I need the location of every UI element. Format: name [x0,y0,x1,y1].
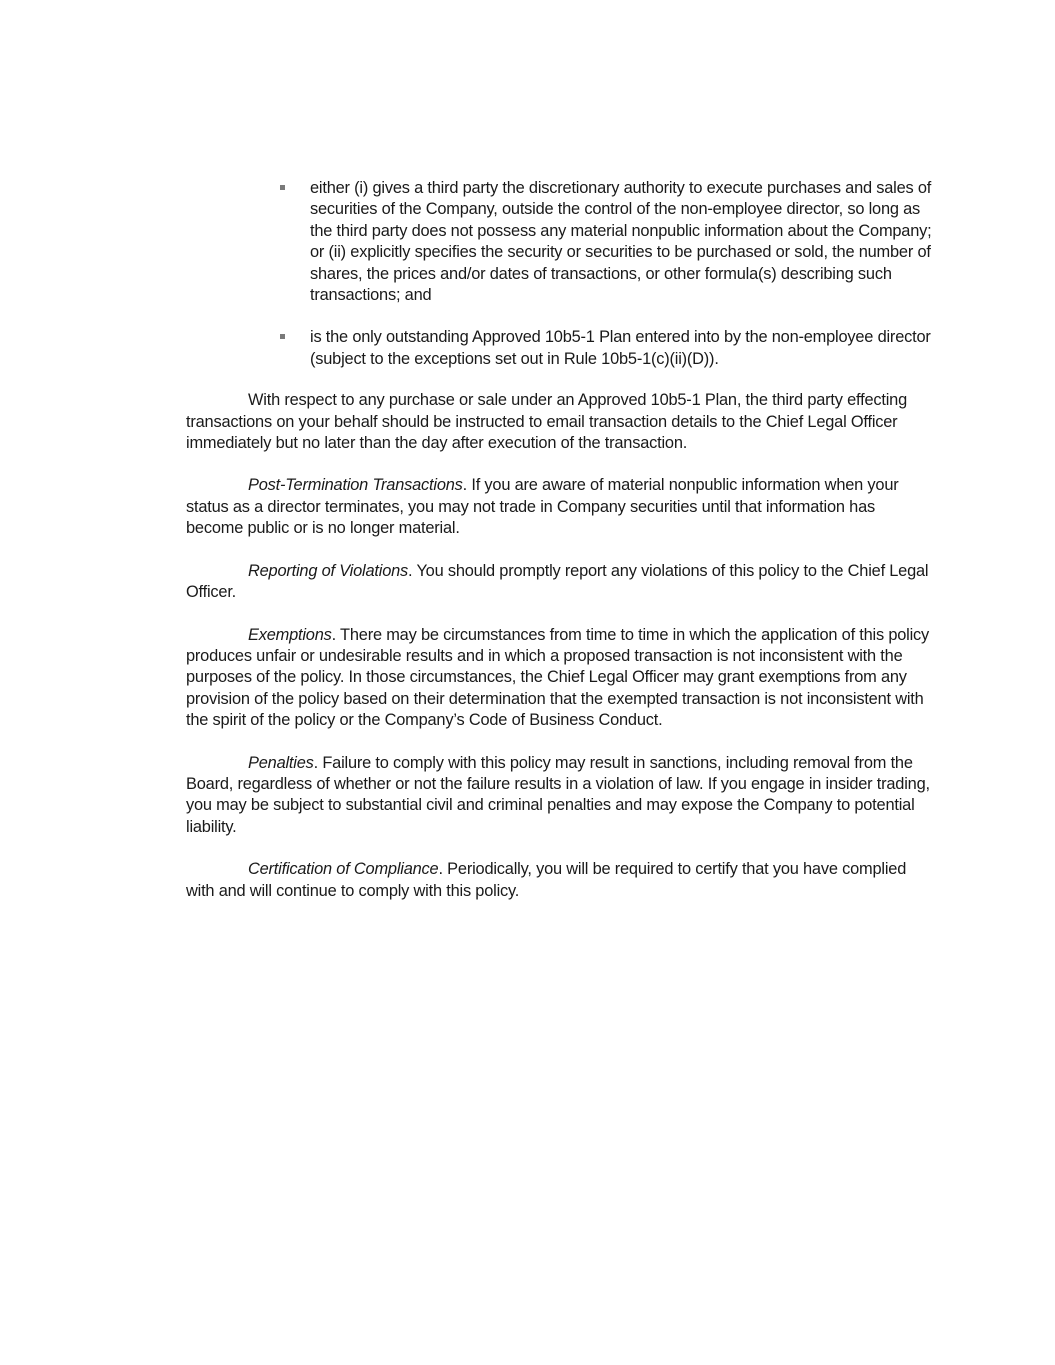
paragraph-text: . There may be circumstances from time to time in which the application of this policy produces unfair or undesirable results and in which a proposed transaction is not inconsistent with the purposes of the policy. In those circumstances, the Chief Legal Officer may grant exemptions from any provision of the policy based on their determination that the exempted transaction is not inconsistent with the spirit of the policy or the Company’s Code of Business Conduct. [186,625,930,730]
list-item-text: either (i) gives a third party the discretionary authority to execute purchases and sales of securities of the Company, outside the control of the non-employee director, so long as the third party does not possess any material nonpublic information about the Company; or (ii) explicitly specifies the security or securities to be purchased or sold, the number of shares, the prices and/or dates of transactions, or other formula(s) describing such transactions; and [310,179,932,305]
paragraph-heading: Reporting of Violations [248,561,409,580]
reporting-violations-paragraph [186,561,934,604]
plan-conditions-list [186,178,934,370]
approved-plan-paragraph [186,390,934,454]
post-termination-paragraph [186,475,934,539]
paragraph-heading: Penalties [248,753,314,772]
square-bullet-icon [280,185,285,190]
certification-paragraph [186,859,934,902]
document-body [186,178,934,923]
list-item [310,178,934,306]
list-item-text: is the only outstanding Approved 10b5-1 Plan entered into by the non-employee director (subject to the exceptions set out in Rule 10b5-1(c)(ii)(D)). [310,328,931,368]
penalties-paragraph [186,753,934,839]
paragraph-heading: Post-Termination Transactions [248,476,463,495]
paragraph-text: . If you are aware of material nonpublic information when your status as a director terminates, you may not trade in Company securities until that information has become public or is no longer material. [186,476,899,538]
list-item [310,327,934,370]
paragraph-text: . You should promptly report any violations of this policy to the Chief Legal Officer. [186,561,929,602]
paragraph-text: With respect to any purchase or sale under an Approved 10b5-1 Plan, the third party effecting transactions on your behalf should be instructed to email transaction details to the Chief Legal Officer immediately but no later than the day after execution of the transaction. [186,391,907,453]
paragraph-text: . Failure to comply with this policy may result in sanctions, including removal from the Board, regardless of whether or not the failure results in a violation of law. If you engage in insider trading, you may be subject to substantial civil and criminal penalties and may expose the Company to potential liability. [186,753,930,836]
paragraph-heading: Certification of Compliance [248,860,439,879]
paragraph-heading: Exemptions [248,625,332,644]
square-bullet-icon [280,334,285,339]
paragraph-text: . Periodically, you will be required to certify that you have complied with and will continue to comply with this policy. [186,860,907,900]
exemptions-paragraph [186,625,934,732]
